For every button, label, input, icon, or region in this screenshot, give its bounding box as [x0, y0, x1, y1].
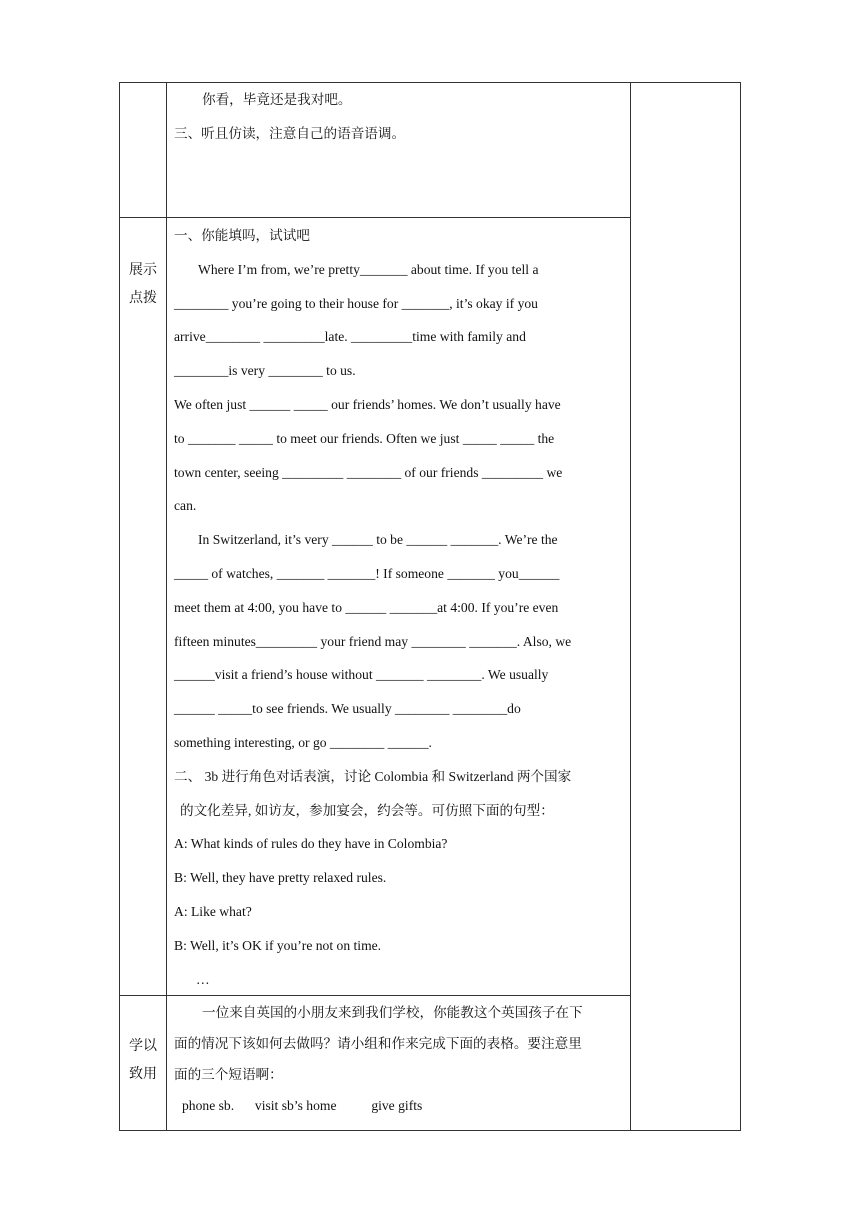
label-line: 展示	[129, 263, 157, 278]
text-line: We often just ______ _____ our friends’ homes. We don’t usually have	[174, 396, 561, 412]
text-line: …	[196, 971, 210, 987]
label-line: 点拨	[129, 291, 157, 306]
phrase-list	[174, 1090, 626, 1121]
label-line: 致用	[129, 1067, 157, 1082]
text-line: 的文化差异, 如访友，参加宴会，约会等。可仿照下面的句型：	[180, 802, 554, 818]
section2-content	[174, 219, 626, 996]
section2-label	[120, 257, 166, 313]
text-line: 二、 3b 进行角色对话表演，讨论 Colombia 和 Switzerland 两个国家	[174, 768, 572, 784]
text-span: Where I’m from, we’re pretty_______ about time. If you tell a	[198, 261, 539, 277]
text-line: to _______ _____ to meet our friends. Often we just _____ _____ the	[174, 430, 555, 446]
lesson-table	[119, 82, 741, 1131]
text-line: can.	[174, 498, 197, 514]
text-line: B: Well, it’s OK if you’re not on time.	[174, 937, 382, 953]
text-line: ______ _____to see friends. We usually ________ ________do	[174, 701, 521, 717]
section3-content	[174, 997, 626, 1121]
text-line: something interesting, or go ________ ______.	[174, 734, 432, 750]
label-line: 学以	[129, 1039, 157, 1054]
text-line: town center, seeing _________ ________ of our friends _________ we	[174, 464, 563, 480]
section1-content	[174, 83, 626, 151]
text-line: ______visit a friend’s house without _______ ________. We usually	[174, 667, 549, 683]
column-divider-2	[630, 83, 631, 1130]
text-line: _____ of watches, _______ _______! If someone _______ you______	[174, 565, 560, 581]
text-line: A: What kinds of rules do they have in Colombia?	[174, 836, 448, 852]
text-line: arrive________ _________late. _________time with family and	[174, 329, 526, 345]
column-divider-1	[166, 83, 167, 1130]
text-line: 一位来自英国的小朋友来到我们学校，你能教这个英国孩子在下	[202, 1005, 583, 1020]
section3-label	[120, 1033, 166, 1089]
phrase: give gifts	[371, 1098, 423, 1113]
text-line: B: Well, they have pretty relaxed rules.	[174, 870, 387, 886]
text-line	[174, 253, 626, 287]
phrase: visit sb’s home	[254, 1098, 337, 1113]
phrase: phone sb.	[182, 1098, 235, 1113]
text-line: 三、听且仿读，注意自己的语音语调。	[174, 125, 406, 141]
text-line: 你看，毕竟还是我对吧。	[202, 92, 352, 107]
text-line: meet them at 4:00, you have to ______ _______at 4:00. If you’re even	[174, 599, 559, 615]
row-divider-1	[120, 217, 630, 218]
text-line: ________is very ________ to us.	[174, 363, 356, 379]
text-line: fifteen minutes_________ your friend may ________ _______. Also, we	[174, 633, 572, 649]
text-line: 面的三个短语啊：	[174, 1067, 283, 1082]
text-line: A: Like what?	[174, 903, 252, 919]
heading: 一、你能填吗，试试吧	[174, 228, 310, 243]
text-line: 面的情况下该如何去做吗？请小组和作来完成下面的表格。要注意里	[174, 1036, 582, 1051]
text-line: ________ you’re going to their house for _______, it’s okay if you	[174, 295, 538, 311]
text-line: In Switzerland, it’s very ______ to be ______ _______. We’re the	[198, 532, 558, 548]
